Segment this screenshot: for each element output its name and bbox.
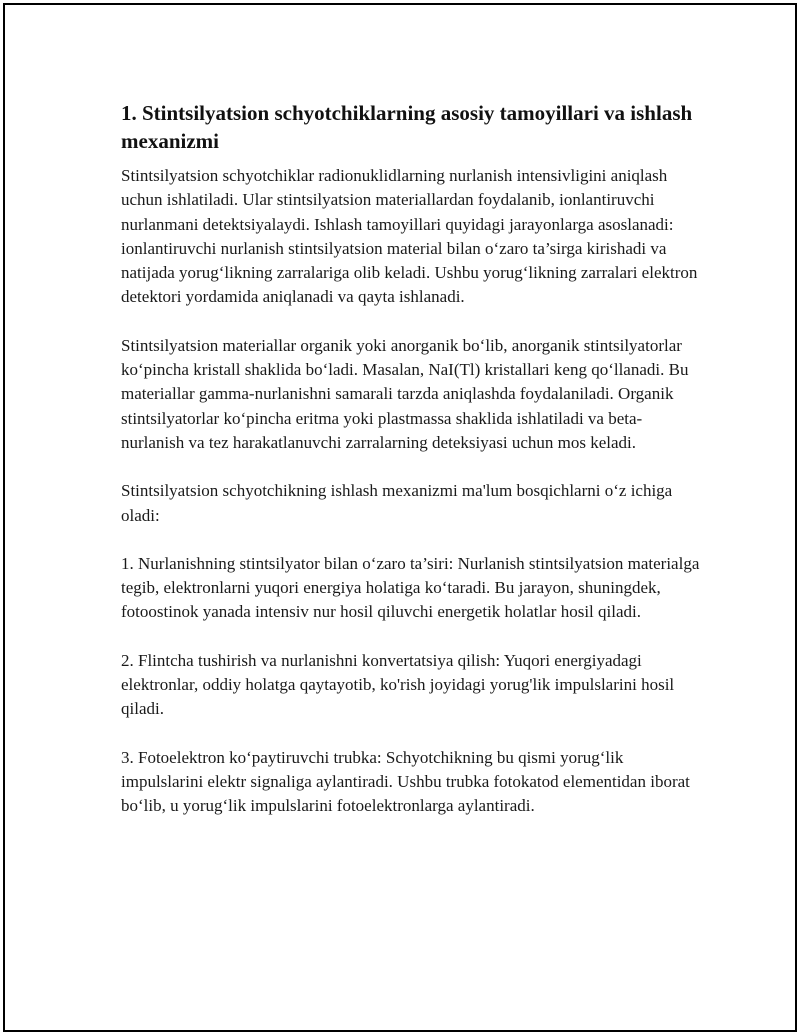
paragraph-mechanism-intro: Stintsilyatsion schyotchikning ishlash mexanizmi ma'lum bosqichlarni o‘z ichiga oladi: — [121, 481, 673, 525]
paragraph-step-2: 2. Flintcha tushirish va nurlanishni konvertatsiya qilish: Yuqori energiyadagi elektronlar, oddiy holatga qaytayotib, ko'rish joyidagi yorug'lik impulslarini hosil qiladi. — [121, 650, 675, 719]
document-body — [121, 99, 701, 843]
paragraph-step-3: 3. Fotoelektron ko‘paytiruvchi trubka: Schyotchikning bu qismi yorug‘lik impulslarini elektr signaliga aylantiradi. Ushbu trubka fotokatod elementidan iborat bo‘lib, u yorug‘lik impulslarini fotoelektronlarga aylantiradi. — [121, 747, 690, 816]
paragraph-intro: Stintsilyatsion schyotchiklar radionuklidlarning nurlanish intensivligini aniqlash uchun ishlatiladi. Ular stintsilyatsion materiallardan foydalanib, ionlantiruvchi nurlanmani detektsiyalaydi. Ishlash tamoyillari quyidagi jarayonlarga asoslanadi: ionlantiruvchi nurlanish stintsilyatsion material bilan o‘zaro ta’sirga kirishadi va natijada yorug‘likning zarralariga olib keladi. Ushbu yorug‘likning zarralari elektron detektori yordamida aniqlanadi va qayta ishlanadi. — [121, 166, 698, 307]
paragraph-materials: Stintsilyatsion materiallar organik yoki anorganik bo‘lib, anorganik stintsilyatorlar ko‘pincha kristall shaklida bo‘ladi. Masalan, NaI(Tl) kristallari keng qo‘llanadi. Bu materiallar gamma-nurlanishni samarali tarzda aniqlashda foydalaniladi. Organik stintsilyatorlar ko‘pincha eritma yoki plastmassa shaklida ishlatiladi va beta-nurlanish va tez harakatlanuvchi zarralarning deteksiyasi uchun mos keladi. — [121, 335, 689, 452]
page-frame — [3, 3, 797, 1032]
section-heading: 1. Stintsilyatsion schyotchiklarning asosiy tamoyillari va ishlash mexanizmi — [121, 101, 693, 153]
paragraph-step-1: 1. Nurlanishning stintsilyator bilan o‘zaro ta’siri: Nurlanish stintsilyatsion materialga tegib, elektronlarni yuqori energiya holatiga ko‘taradi. Bu jarayon, shuningdek, fotoostinok yanada intensiv nur hosil qiluvchi energetik holatlar hosil qiladi. — [121, 553, 700, 622]
